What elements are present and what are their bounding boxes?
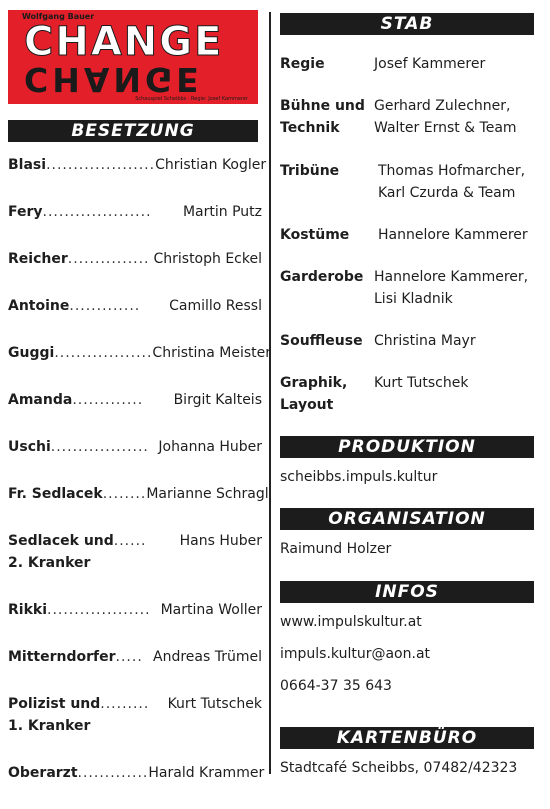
- staff-role-line: Technik: [280, 120, 340, 136]
- cast-actor: Camillo Ressl: [169, 298, 262, 314]
- cast-row: [8, 483, 269, 530]
- cast-actor: Martina Woller: [160, 602, 262, 618]
- staff-name: Christina Mayr: [374, 333, 476, 349]
- cast-row: [8, 762, 265, 809]
- staff-role: [280, 95, 374, 139]
- cast-dots: ....................: [42, 204, 152, 220]
- cast-dots: .............: [72, 392, 144, 408]
- staff-name: Josef Kammerer: [374, 56, 486, 72]
- cast-actor: Christina Meister: [152, 345, 272, 361]
- cast-role: Oberarzt: [8, 765, 78, 781]
- cast-row: [8, 693, 262, 762]
- cast-row: [8, 530, 262, 599]
- cast-row: [8, 646, 262, 693]
- staff-name: [374, 266, 534, 310]
- organisation-text: Raimund Holzer: [280, 541, 392, 557]
- cast-role: Reicher: [8, 251, 68, 267]
- cast-row: [8, 295, 262, 342]
- cast-row: [8, 342, 272, 389]
- cast-actor: Christian Kogler: [155, 157, 267, 173]
- besetzung-heading: BESETZUNG: [8, 120, 258, 142]
- staff-name: Kurt Tutschek: [374, 375, 469, 391]
- organisation-heading: ORGANISATION: [280, 508, 534, 530]
- cast-actor: Birgit Kalteis: [173, 392, 262, 408]
- cast-role: Mitterndorfer: [8, 649, 116, 665]
- cast-actor: Kurt Tutschek: [167, 696, 262, 712]
- cast-role: [8, 530, 114, 574]
- staff-name: [374, 160, 534, 204]
- kartenbuero-heading: KARTENBÜRO: [280, 727, 534, 749]
- cast-role: Amanda: [8, 392, 73, 408]
- cast-role: [8, 693, 100, 737]
- staff-role-line: Layout: [280, 397, 334, 413]
- cast-dots: ...............: [67, 251, 150, 267]
- staff-name: Hannelore Kammerer: [378, 227, 528, 243]
- produktion-heading: PRODUKTION: [280, 436, 534, 458]
- cast-dots: ........: [102, 486, 147, 502]
- staff-role-line: Bühne und: [280, 98, 365, 114]
- staff-role: Kostüme: [280, 227, 350, 243]
- cast-actor: Martin Putz: [182, 204, 262, 220]
- infos-email-link[interactable]: impuls.kultur@aon.at: [280, 646, 431, 662]
- staff-row: [280, 95, 534, 139]
- cast-dots: .............: [69, 298, 141, 314]
- infos-phone: 0664-37 35 643: [280, 678, 392, 694]
- cast-actor: Marianne Schragl: [146, 486, 269, 502]
- cast-row: [8, 389, 262, 436]
- cast-dots: .....: [115, 649, 143, 665]
- staff-name-line: Karl Czurda & Team: [378, 185, 516, 201]
- column-divider: [269, 12, 271, 774]
- cast-dots: ..................: [54, 345, 153, 361]
- staff-name-line: Thomas Hofmarcher,: [378, 163, 526, 179]
- cast-dots: .........: [100, 696, 150, 712]
- logo-title: CHANGE: [24, 19, 224, 65]
- staff-name-line: Walter Ernst & Team: [374, 120, 517, 136]
- staff-role: Regie: [280, 56, 325, 72]
- cast-dots: ....................: [46, 157, 156, 173]
- staff-row: [280, 160, 534, 204]
- staff-role: [280, 372, 374, 416]
- staff-name: [374, 95, 534, 139]
- cast-row: [8, 248, 262, 295]
- cast-role: Rikki: [8, 602, 47, 618]
- cast-actor: Hans Huber: [179, 533, 262, 549]
- kartenbuero-text: Stadtcafé Scheibbs, 07482/42323: [280, 760, 518, 776]
- staff-row: [280, 372, 534, 416]
- produktion-text: scheibbs.impuls.kultur: [280, 469, 438, 485]
- staff-role: Tribüne: [280, 163, 340, 179]
- cast-dots: ......: [113, 533, 147, 549]
- staff-role: Souffleuse: [280, 333, 363, 349]
- cast-row: [8, 154, 267, 201]
- infos-heading: INFOS: [280, 581, 534, 603]
- logo-author: Wolfgang Bauer: [22, 12, 95, 21]
- staff-name-line: Hannelore Kammerer,: [374, 269, 529, 285]
- logo-subtitle: Schauspiel Scheibbs · Regie: Josef Kammerer: [135, 96, 248, 102]
- cast-role-line: Polizist und: [8, 696, 101, 712]
- staff-name-line: Gerhard Zulechner,: [374, 98, 511, 114]
- staff-name-line: Lisi Kladnik: [374, 291, 453, 307]
- cast-row: [8, 201, 262, 248]
- crew-column: [280, 13, 534, 779]
- infos-web-link[interactable]: www.impulskultur.at: [280, 614, 422, 630]
- cast-role: Fery: [8, 204, 43, 220]
- cast-role: Antoine: [8, 298, 70, 314]
- cast-role: Uschi: [8, 439, 51, 455]
- cast-actor: Andreas Trümel: [153, 649, 262, 665]
- logo-title-mirrored: CHANGE: [24, 60, 203, 99]
- cast-actor: Harald Krammer: [148, 765, 265, 781]
- cast-list: [8, 154, 272, 809]
- cast-role: Blasi: [8, 157, 47, 173]
- change-logo: [8, 10, 258, 104]
- staff-row: [280, 224, 534, 246]
- staff-row: [280, 330, 534, 352]
- staff-row: [280, 53, 534, 75]
- staff-role-line: Graphik,: [280, 375, 348, 391]
- cast-row: [8, 436, 262, 483]
- cast-role: Fr. Sedlacek: [8, 486, 103, 502]
- stab-heading: STAB: [280, 13, 534, 35]
- cast-actor: Johanna Huber: [158, 439, 262, 455]
- cast-column: [8, 10, 272, 809]
- staff-role: Garderobe: [280, 269, 364, 285]
- cast-role-line: 1. Kranker: [8, 718, 91, 734]
- cast-role-line: 2. Kranker: [8, 555, 91, 571]
- cast-dots: ..................: [50, 439, 149, 455]
- cast-dots: ...................: [47, 602, 151, 618]
- cast-dots: .............: [77, 765, 149, 781]
- staff-row: [280, 266, 534, 310]
- cast-actor: Christoph Eckel: [153, 251, 262, 267]
- cast-role-line: Sedlacek und: [8, 533, 114, 549]
- cast-row: [8, 599, 262, 646]
- cast-role: Guggi: [8, 345, 55, 361]
